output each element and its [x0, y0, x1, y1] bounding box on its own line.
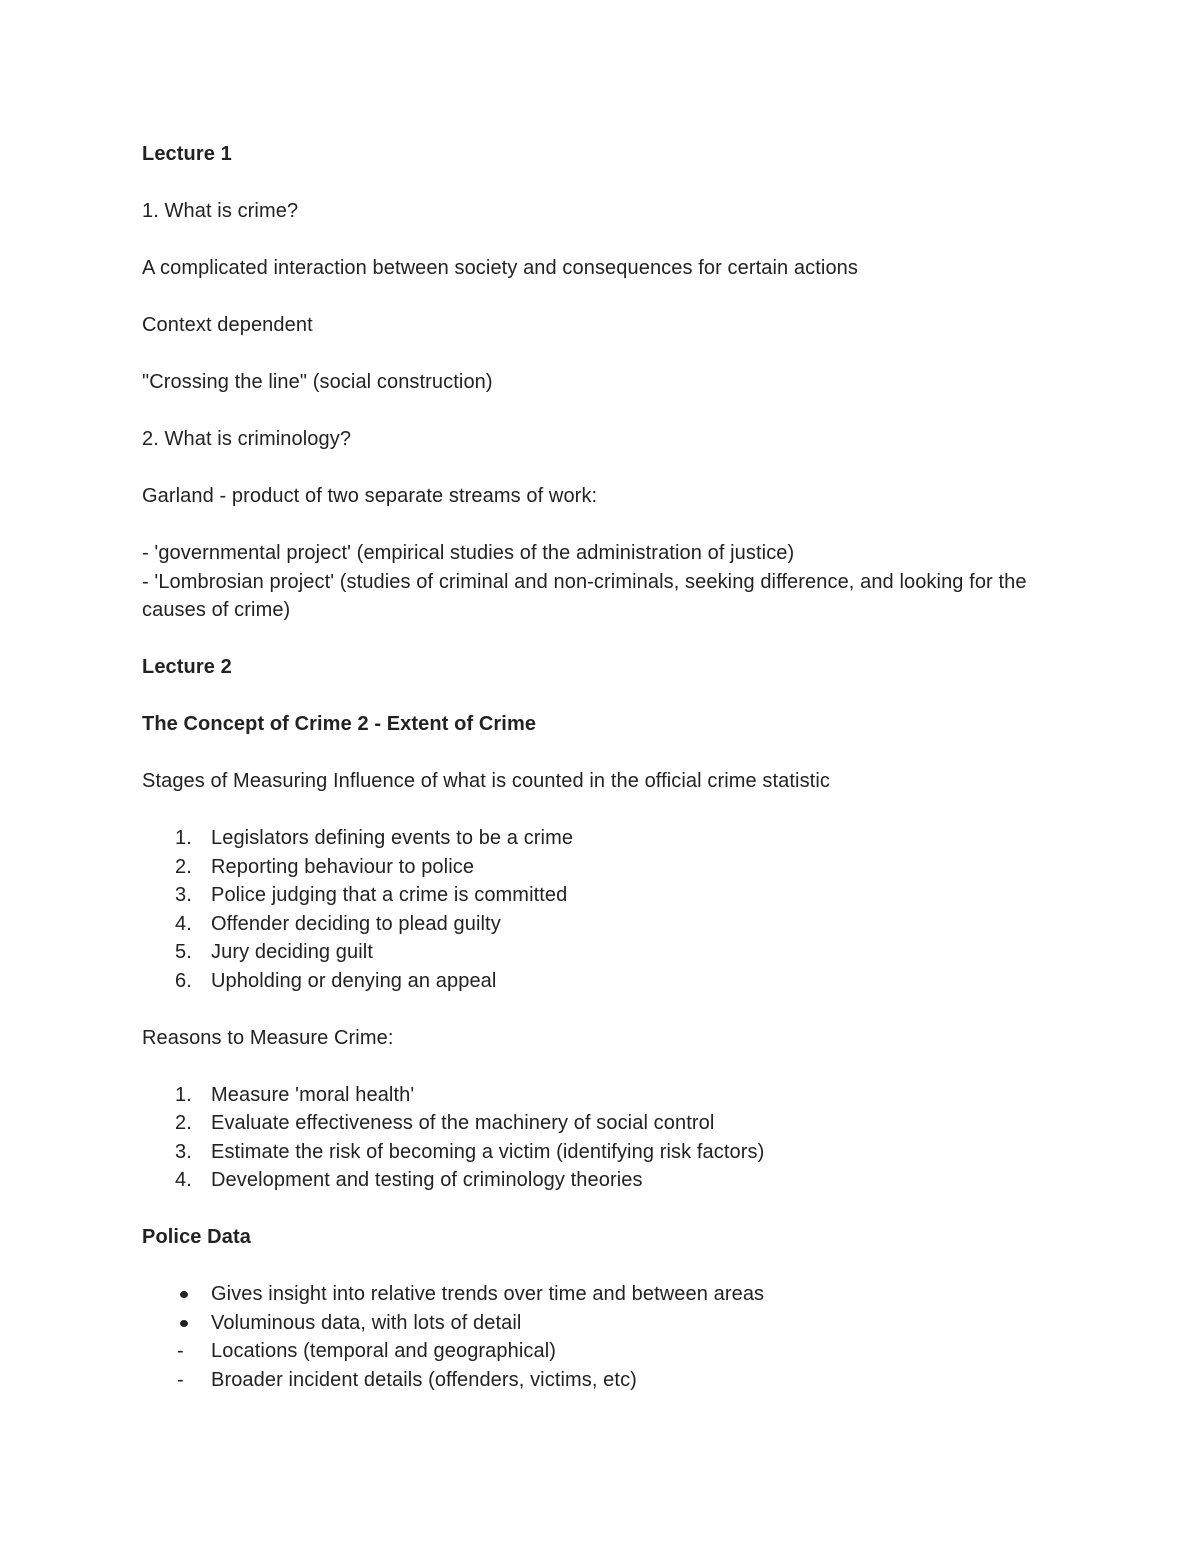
list-item — [142, 1309, 1062, 1338]
list-number: 1. — [175, 827, 192, 849]
list-item — [142, 1166, 1062, 1195]
context-dependent-note: Context dependent — [142, 314, 313, 336]
police-data-list — [142, 1280, 1062, 1394]
dash-marker: - — [177, 1340, 184, 1362]
list-item-text: Jury deciding guilt — [211, 941, 373, 963]
list-number: 2. — [175, 855, 192, 878]
list-item-text: Upholding or denying an appeal — [211, 969, 497, 992]
list-number: 4. — [175, 912, 192, 935]
list-number: 3. — [175, 1140, 192, 1163]
list-item — [142, 1337, 1062, 1366]
stream-governmental: - 'governmental project' (empirical studies of the administration of justice) — [142, 542, 795, 564]
list-number: 3. — [175, 884, 192, 906]
list-item-text: Locations (temporal and geographical) — [211, 1340, 557, 1362]
list-number: 6. — [175, 969, 192, 992]
list-item — [142, 853, 1062, 882]
garland-note: Garland - product of two separate streams of work: — [142, 485, 598, 507]
document-page — [142, 140, 1062, 1423]
list-number: 4. — [175, 1169, 192, 1191]
bullet-icon — [180, 1320, 188, 1327]
question-what-is-crime: 1. What is crime? — [142, 200, 299, 222]
reasons-list — [142, 1081, 1062, 1195]
list-number: 5. — [175, 941, 192, 963]
reasons-intro: Reasons to Measure Crime: — [142, 1026, 394, 1049]
list-item-text: Evaluate effectiveness of the machinery of social control — [211, 1112, 715, 1134]
list-item — [142, 967, 1062, 996]
list-item-text: Reporting behaviour to police — [211, 855, 475, 878]
list-item-text: Legislators defining events to be a crime — [211, 827, 574, 849]
list-item-text: Broader incident details (offenders, victims, etc) — [211, 1368, 637, 1391]
list-number: 2. — [175, 1112, 192, 1134]
concept-of-crime-subheading: The Concept of Crime 2 - Extent of Crime — [142, 713, 537, 735]
stream-lombrosian: - 'Lombrosian project' (studies of criminal and non-criminals, seeking difference, and looking for the causes of crime) — [142, 570, 1027, 621]
list-number: 1. — [175, 1083, 192, 1106]
list-item-text: Voluminous data, with lots of detail — [211, 1311, 522, 1334]
list-item — [142, 1138, 1062, 1167]
crossing-the-line-note: "Crossing the line" (social construction) — [142, 371, 493, 393]
list-item-text: Measure 'moral health' — [211, 1083, 415, 1106]
list-item — [142, 1081, 1062, 1110]
list-item — [142, 1366, 1062, 1395]
crime-definition: A complicated interaction between society and consequences for certain actions — [142, 257, 858, 279]
list-item-text: Gives insight into relative trends over time and between areas — [211, 1283, 765, 1305]
stages-list — [142, 824, 1062, 995]
question-what-is-criminology: 2. What is criminology? — [142, 428, 352, 450]
list-item-text: Development and testing of criminology theories — [211, 1169, 643, 1191]
list-item — [142, 824, 1062, 853]
dash-marker: - — [177, 1368, 184, 1391]
list-item — [142, 881, 1062, 910]
bullet-icon — [180, 1291, 188, 1298]
police-data-heading: Police Data — [142, 1226, 251, 1248]
list-item — [142, 1280, 1062, 1309]
list-item — [142, 938, 1062, 967]
list-item — [142, 1109, 1062, 1138]
list-item — [142, 910, 1062, 939]
lecture-2-heading: Lecture 2 — [142, 656, 232, 678]
lecture-1-heading: Lecture 1 — [142, 143, 232, 165]
list-item-text: Police judging that a crime is committed — [211, 884, 568, 906]
stages-intro: Stages of Measuring Influence of what is counted in the official crime statistic — [142, 770, 830, 792]
list-item-text: Estimate the risk of becoming a victim (identifying risk factors) — [211, 1140, 765, 1163]
list-item-text: Offender deciding to plead guilty — [211, 912, 501, 935]
